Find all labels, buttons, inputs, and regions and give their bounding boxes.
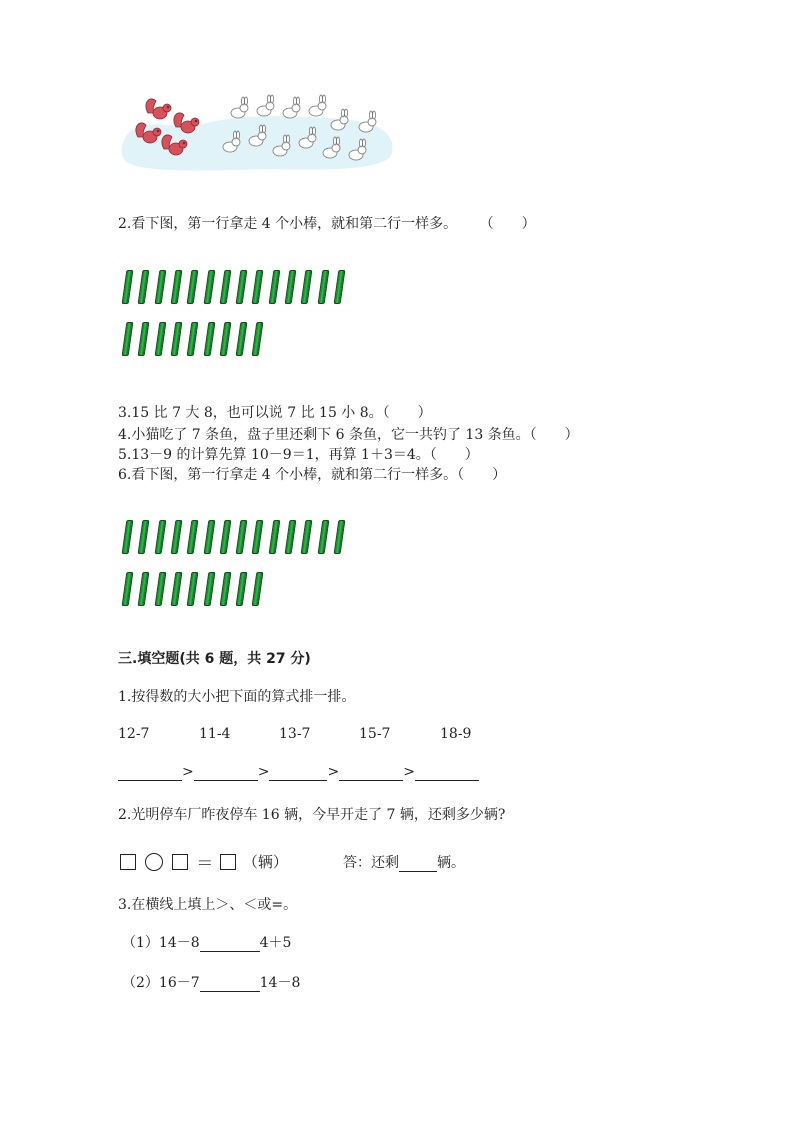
stick [203, 322, 215, 356]
order-blank-5[interactable] [415, 764, 479, 781]
stick [334, 270, 346, 304]
stick [171, 520, 183, 554]
order-blank-2[interactable] [194, 764, 258, 781]
stick [171, 572, 183, 606]
greater-than-sign: > [257, 764, 270, 780]
stick [122, 520, 134, 554]
stick [122, 572, 134, 606]
stick [301, 270, 313, 304]
equals-sign: ＝ [196, 854, 214, 874]
answer-suffix: 辆。 [437, 855, 465, 871]
sticks-figure-1 [124, 270, 364, 360]
compare-item-2 [122, 972, 300, 992]
question-2-text: 2.看下图，第一行拿走 4 个小棒，就和第二行一样多。 [118, 216, 458, 232]
stick [187, 322, 199, 356]
stick [236, 270, 248, 304]
stick [154, 270, 166, 304]
section-3-title: 三.填空题(共 6 题，共 27 分) [118, 651, 311, 667]
judge-item-6: 6.看下图，第一行拿走 4 个小棒，就和第二行一样多。（ ） [118, 467, 507, 483]
greater-than-sign: > [403, 764, 415, 780]
compare-blank-2[interactable] [200, 975, 260, 992]
order-blank-3[interactable] [269, 764, 327, 781]
sticks-figure-2 [124, 520, 364, 610]
stick [219, 270, 231, 304]
stick [252, 270, 264, 304]
stick [203, 572, 215, 606]
fill-question-3: 3.在横线上填上＞、＜或=。 [118, 897, 298, 913]
stick [187, 270, 199, 304]
equation-box-1[interactable] [120, 854, 136, 870]
stick [138, 322, 150, 356]
stick [219, 572, 231, 606]
stick [268, 270, 280, 304]
greater-than-sign: > [327, 764, 340, 780]
compare-right-2: 14－8 [259, 975, 301, 991]
stick [187, 572, 199, 606]
stick [154, 520, 166, 554]
expression-1: 12-7 [118, 726, 150, 742]
stick [334, 520, 346, 554]
question-2-answer-paren[interactable]: （ ） [479, 216, 536, 232]
equation-row [120, 849, 288, 874]
compare-blank-1[interactable] [200, 935, 260, 952]
expression-3: 13-7 [279, 726, 311, 742]
stick [203, 270, 215, 304]
equation-box-2[interactable] [172, 854, 188, 870]
expression-4: 15-7 [359, 726, 391, 742]
equation-result-box[interactable] [220, 854, 236, 870]
stick [252, 322, 264, 356]
fill-question-2: 2.光明停车厂昨夜停车 16 辆，今早开走了 7 辆，还剩多少辆? [118, 807, 506, 823]
unit-label: （辆） [242, 853, 288, 871]
stick [219, 322, 231, 356]
judge-item-4: 4.小猫吃了 7 条鱼，盘子里还剩下 6 条鱼，它一共钓了 13 条鱼。（ ） [118, 427, 579, 443]
stick [285, 270, 297, 304]
stick [138, 270, 150, 304]
sticks-row-2 [124, 572, 364, 608]
operator-circle[interactable] [145, 853, 163, 871]
stick [236, 322, 248, 356]
stick [187, 520, 199, 554]
stick [171, 322, 183, 356]
order-blank-4[interactable] [339, 764, 403, 781]
stick [252, 520, 264, 554]
stick [122, 322, 134, 356]
stick [301, 520, 313, 554]
stick [285, 520, 297, 554]
sticks-row-1 [124, 520, 364, 556]
stick [154, 572, 166, 606]
stick [171, 270, 183, 304]
sticks-row-2 [124, 322, 364, 358]
compare-right-1: 4＋5 [259, 935, 292, 951]
stick [317, 520, 329, 554]
fill-question-1: 1.按得数的大小把下面的算式排一排。 [118, 689, 356, 705]
stick [317, 270, 329, 304]
answer-line [343, 852, 465, 872]
stick [138, 572, 150, 606]
order-blank-1[interactable] [118, 764, 182, 781]
compare-item-1 [122, 932, 291, 952]
answer-prefix: 答：还剩 [343, 855, 399, 871]
stick [122, 270, 134, 304]
expression-5: 18-9 [440, 726, 472, 742]
judge-item-5: 5.13－9 的计算先算 10－9＝1，再算 1＋3＝4。（ ） [118, 447, 479, 463]
ordering-blanks-row [118, 764, 479, 781]
question-2 [118, 213, 536, 233]
sticks-row-1 [124, 270, 364, 306]
stick [154, 322, 166, 356]
greater-than-sign: > [182, 764, 194, 780]
stick [268, 520, 280, 554]
stick [219, 520, 231, 554]
stick [236, 520, 248, 554]
stick [138, 520, 150, 554]
answer-blank[interactable] [399, 855, 437, 872]
squirrels-rabbits-illustration [118, 93, 396, 173]
compare-left-2: （2）16－7 [122, 975, 200, 991]
judge-item-3: 3.15 比 7 大 8，也可以说 7 比 15 小 8。（ ） [118, 405, 432, 421]
stick [236, 572, 248, 606]
stick [203, 520, 215, 554]
compare-left-1: （1）14－8 [122, 935, 200, 951]
stick [252, 572, 264, 606]
expression-2: 11-4 [199, 726, 231, 742]
